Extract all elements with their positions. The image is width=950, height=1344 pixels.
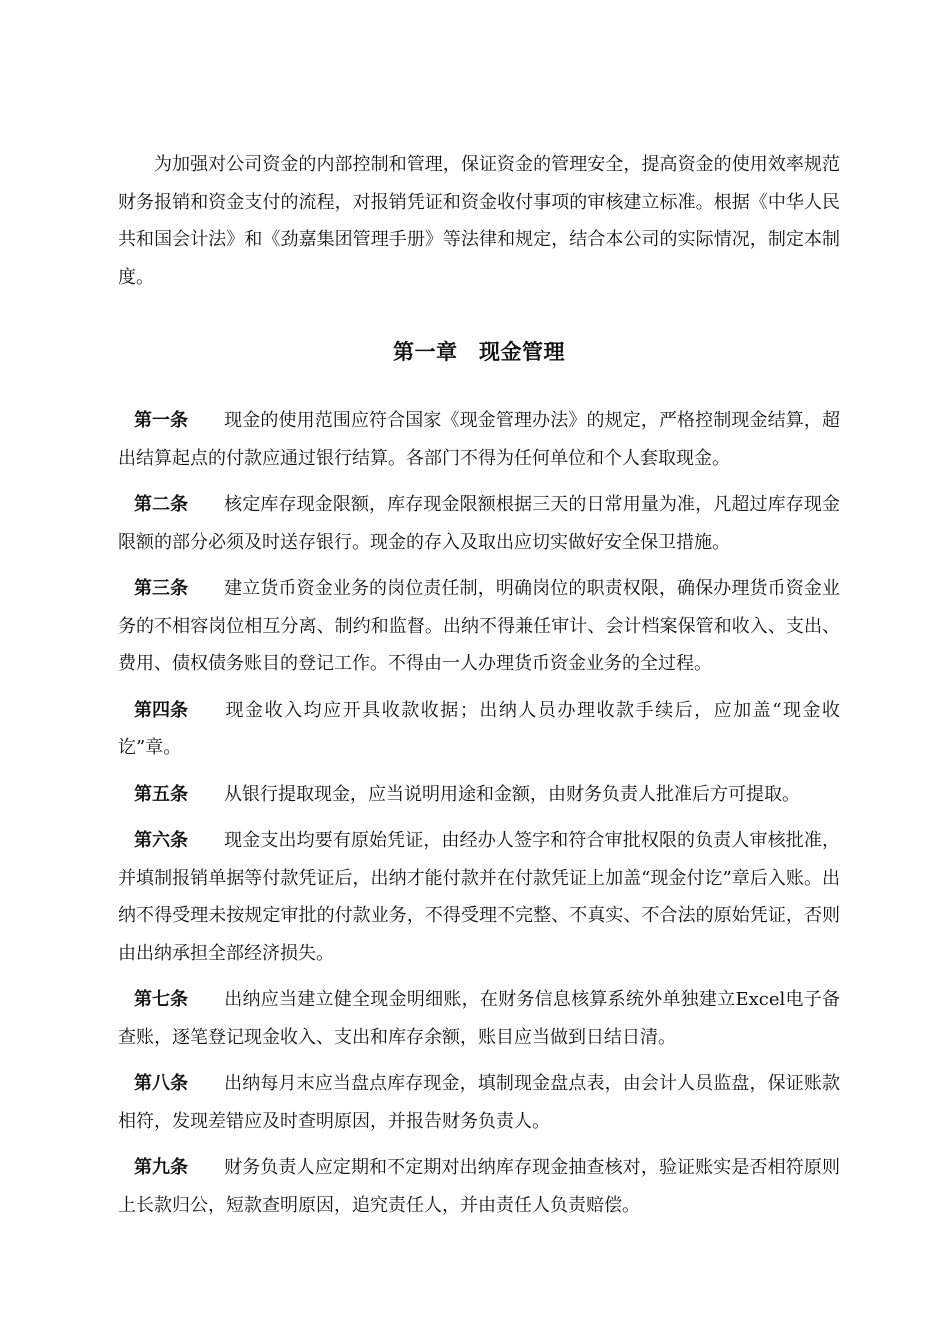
article-label: 第一条 — [134, 410, 188, 431]
article-label: 第八条 — [134, 1073, 188, 1094]
article-text: 现金支出均要有原始凭证，由经办人签字和符合审批权限的负责人审核批准，并填制报销单据等付款凭证后，出纳才能付款并在付款凭证上加盖“现金付讫”章后入账。出纳不得受理未按规定审批的付款业务，不得受理不完整、不真实、不合法的原始凭证，否则由出纳承担全部经济损失。 — [118, 830, 840, 964]
article-text: 财务负责人应定期和不定期对出纳库存现金抽查核对，验证账实是否相符原则上长款归公，短款查明原因，追究责任人，并由责任人负责赔偿。 — [118, 1157, 840, 1216]
article-text: 核定库存现金限额，库存现金限额根据三天的日常用量为准，凡超过库存现金限额的部分必须及时送存银行。现金的存入及取出应切实做好安全保卫措施。 — [118, 494, 840, 553]
article-text: 建立货币资金业务的岗位责任制，明确岗位的职责权限，确保办理货币资金业务的不相容岗位相互分离、制约和监督。出纳不得兼任审计、会计档案保管和收入、支出、费用、债权债务账目的登记工作。不得由一人办理货币资金业务的全过程。 — [118, 578, 840, 674]
article-text: 从银行提取现金，应当说明用途和金额，由财务负责人批准后方可提取。 — [224, 783, 800, 805]
article-label: 第九条 — [134, 1157, 188, 1178]
article-label: 第四条 — [134, 699, 188, 721]
article-4 — [118, 692, 840, 767]
article-8 — [118, 1065, 840, 1140]
intro-paragraph: 为加强对公司资金的内部控制和管理，保证资金的管理安全，提高资金的使用效率规范财务报销和资金支付的流程，对报销凭证和资金收付事项的审核建立标准。根据《中华人民共和国会计法》和《劲嘉集团管理手册》等法律和规定，结合本公司的实际情况，制定本制度。 — [118, 154, 840, 288]
article-text: 现金收入均应开具收款收据；出纳人员办理收款手续后，应加盖“现金收讫”章。 — [118, 699, 840, 758]
article-6 — [118, 822, 840, 972]
article-1 — [118, 402, 840, 477]
article-2 — [118, 486, 840, 561]
article-label: 第六条 — [134, 830, 188, 851]
article-7 — [118, 981, 840, 1056]
chapter-title: 第一章 现金管理 — [393, 340, 565, 364]
article-3 — [118, 570, 840, 683]
article-9 — [118, 1149, 840, 1224]
article-label: 第五条 — [134, 783, 188, 805]
article-label: 第三条 — [134, 578, 188, 599]
article-5 — [118, 776, 840, 814]
document-page — [118, 146, 840, 1233]
article-text: 出纳每月末应当盘点库存现金，填制现金盘点表，由会计人员监盘，保证账款相符，发现差错应及时查明原因，并报告财务负责人。 — [118, 1073, 840, 1132]
article-label: 第七条 — [134, 989, 188, 1010]
article-text: 现金的使用范围应符合国家《现金管理办法》的规定，严格控制现金结算，超出结算起点的付款应通过银行结算。各部门不得为任何单位和个人套取现金。 — [118, 410, 840, 469]
article-text: 出纳应当建立健全现金明细账，在财务信息核算系统外单独建立Excel电子备查账，逐笔登记现金收入、支出和库存余额，账目应当做到日结日清。 — [118, 989, 840, 1048]
article-label: 第二条 — [134, 494, 188, 515]
article-list — [118, 402, 840, 1224]
